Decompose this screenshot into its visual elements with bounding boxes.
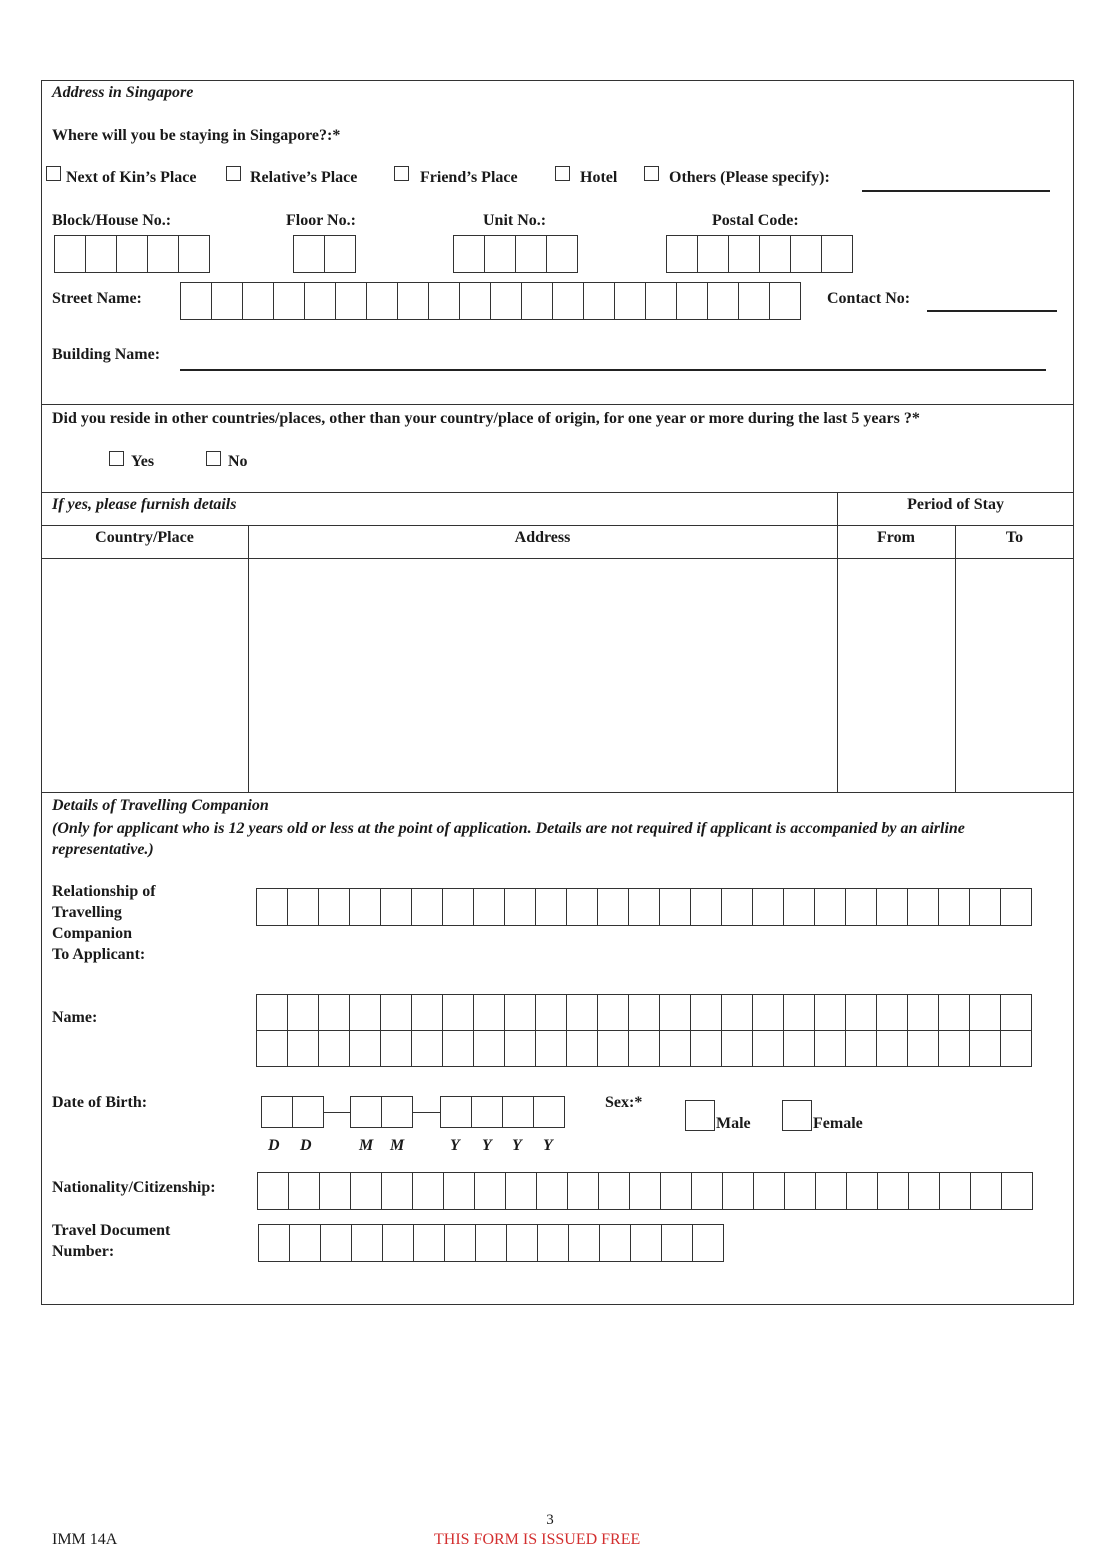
char-box[interactable] <box>256 1030 288 1067</box>
details-label: If yes, please furnish details <box>52 496 237 513</box>
char-box[interactable] <box>721 888 753 926</box>
char-box[interactable] <box>722 1172 754 1210</box>
char-box[interactable] <box>814 994 846 1031</box>
dob-hint: Y <box>543 1137 553 1154</box>
dob-hint: D <box>300 1137 312 1154</box>
char-box[interactable] <box>659 1030 691 1067</box>
relationship-label-line: Companion <box>52 925 133 942</box>
char-box[interactable] <box>821 235 853 273</box>
postal-input[interactable] <box>666 235 853 273</box>
option-label: Relative’s Place <box>250 169 358 186</box>
checkbox-female[interactable] <box>782 1100 812 1131</box>
char-box[interactable] <box>293 235 325 273</box>
char-box[interactable] <box>783 888 815 926</box>
char-box[interactable] <box>413 1224 445 1262</box>
col-country: Country/Place <box>95 529 194 546</box>
contact-label: Contact No: <box>827 290 911 307</box>
floor-label: Floor No.: <box>286 212 356 229</box>
char-box[interactable] <box>546 235 578 273</box>
char-box[interactable] <box>54 235 86 273</box>
name-label: Name: <box>52 1009 98 1026</box>
char-box[interactable] <box>380 888 412 926</box>
char-box[interactable] <box>506 1224 538 1262</box>
char-box[interactable] <box>1001 1172 1033 1210</box>
char-box[interactable] <box>287 888 319 926</box>
char-box[interactable] <box>876 994 908 1031</box>
char-box[interactable] <box>783 994 815 1031</box>
dob-hint: D <box>268 1137 280 1154</box>
nationality-label: Nationality/Citizenship: <box>52 1179 216 1196</box>
char-box[interactable] <box>411 1030 443 1067</box>
char-box[interactable] <box>629 1172 661 1210</box>
char-box[interactable] <box>256 888 288 926</box>
char-box[interactable] <box>335 282 367 320</box>
section-title-companion: Details of Travelling Companion <box>52 797 269 814</box>
char-box[interactable] <box>380 994 412 1031</box>
char-box[interactable] <box>970 1172 1002 1210</box>
dob-hint: Y <box>482 1137 492 1154</box>
street-input[interactable] <box>180 282 801 320</box>
char-box[interactable] <box>769 282 801 320</box>
residence-question: Did you reside in other countries/places, other than your country/place of origin, for one year or more during the last 5 years ?* <box>52 410 920 427</box>
char-box[interactable] <box>319 1172 351 1210</box>
building-line[interactable] <box>180 369 1046 371</box>
char-box[interactable] <box>938 888 970 926</box>
char-box[interactable] <box>381 1172 413 1210</box>
travel-doc-label-line: Number: <box>52 1243 115 1260</box>
char-box[interactable] <box>442 888 474 926</box>
char-box[interactable] <box>845 888 877 926</box>
char-box[interactable] <box>459 282 491 320</box>
dob-year-input[interactable] <box>440 1096 565 1128</box>
street-label: Street Name: <box>52 290 142 307</box>
char-box[interactable] <box>504 1030 536 1067</box>
dob-label: Date of Birth: <box>52 1094 148 1111</box>
travel-doc-input[interactable] <box>258 1224 724 1262</box>
char-box[interactable] <box>1000 1030 1032 1067</box>
char-box[interactable] <box>292 1096 324 1128</box>
char-box[interactable] <box>288 1172 320 1210</box>
char-box[interactable] <box>552 282 584 320</box>
table-cell-to[interactable] <box>956 559 1073 792</box>
char-box[interactable] <box>444 1224 476 1262</box>
char-box[interactable] <box>753 1172 785 1210</box>
char-box[interactable] <box>597 994 629 1031</box>
char-box[interactable] <box>474 1172 506 1210</box>
char-box[interactable] <box>790 235 822 273</box>
dob-separator <box>412 1112 440 1113</box>
char-box[interactable] <box>628 1030 660 1067</box>
char-box[interactable] <box>1000 994 1032 1031</box>
char-box[interactable] <box>116 235 148 273</box>
char-box[interactable] <box>969 888 1001 926</box>
char-box[interactable] <box>256 994 288 1031</box>
dob-day-input[interactable] <box>261 1096 324 1128</box>
dob-hint: Y <box>450 1137 460 1154</box>
char-box[interactable] <box>504 994 536 1031</box>
char-box[interactable] <box>535 994 567 1031</box>
char-box[interactable] <box>411 994 443 1031</box>
char-box[interactable] <box>324 235 356 273</box>
nationality-input[interactable] <box>257 1172 1033 1210</box>
table-cell-from[interactable] <box>838 559 955 792</box>
char-box[interactable] <box>484 235 516 273</box>
char-box[interactable] <box>690 888 722 926</box>
char-box[interactable] <box>442 1030 474 1067</box>
char-box[interactable] <box>567 1172 599 1210</box>
issued-free-notice: THIS FORM IS ISSUED FREE <box>434 1531 641 1548</box>
building-label: Building Name: <box>52 346 161 363</box>
char-box[interactable] <box>318 888 350 926</box>
char-box[interactable] <box>287 994 319 1031</box>
char-box[interactable] <box>443 1172 475 1210</box>
char-box[interactable] <box>752 888 784 926</box>
char-box[interactable] <box>318 1030 350 1067</box>
char-box[interactable] <box>1000 888 1032 926</box>
checkbox-others[interactable] <box>644 166 659 181</box>
others-specify-line[interactable] <box>862 190 1050 192</box>
char-box[interactable] <box>397 282 429 320</box>
section-divider <box>41 492 1074 493</box>
char-box[interactable] <box>784 1172 816 1210</box>
char-box[interactable] <box>258 1224 290 1262</box>
staying-question: Where will you be staying in Singapore?:* <box>52 127 341 144</box>
char-box[interactable] <box>630 1224 662 1262</box>
char-box[interactable] <box>568 1224 600 1262</box>
char-box[interactable] <box>411 888 443 926</box>
char-box[interactable] <box>738 282 770 320</box>
char-box[interactable] <box>659 888 691 926</box>
char-box[interactable] <box>178 235 210 273</box>
col-address: Address <box>514 529 571 546</box>
relationship-input[interactable] <box>256 888 1032 926</box>
char-box[interactable] <box>661 1224 693 1262</box>
char-box[interactable] <box>814 888 846 926</box>
char-box[interactable] <box>815 1172 847 1210</box>
block-label: Block/House No.: <box>52 212 172 229</box>
companion-note: (Only for applicant who is 12 years old or less at the point of application. Details are not required if applicant is accompanied by an airline representative.) <box>52 820 965 858</box>
yes-label: Yes <box>131 453 155 470</box>
char-box[interactable] <box>147 235 179 273</box>
char-box[interactable] <box>211 282 243 320</box>
char-box[interactable] <box>257 1172 289 1210</box>
relationship-label <box>52 881 156 965</box>
travel-doc-label-line: Travel Document <box>52 1222 171 1239</box>
char-box[interactable] <box>350 1096 382 1128</box>
char-box[interactable] <box>907 888 939 926</box>
char-box[interactable] <box>845 1030 877 1067</box>
dob-month-input[interactable] <box>350 1096 413 1128</box>
char-box[interactable] <box>85 235 117 273</box>
checkbox-hotel[interactable] <box>555 166 570 181</box>
checkbox-next-of-kin[interactable] <box>46 166 61 181</box>
char-box[interactable] <box>876 888 908 926</box>
char-box[interactable] <box>382 1224 414 1262</box>
char-box[interactable] <box>845 994 877 1031</box>
char-box[interactable] <box>533 1096 565 1128</box>
char-box[interactable] <box>692 1224 724 1262</box>
name-input-row-2[interactable] <box>256 1030 1032 1067</box>
char-box[interactable] <box>969 994 1001 1031</box>
char-box[interactable] <box>907 1030 939 1067</box>
char-box[interactable] <box>536 1172 568 1210</box>
checkbox-no[interactable] <box>206 451 221 466</box>
char-box[interactable] <box>412 1172 444 1210</box>
char-box[interactable] <box>453 235 485 273</box>
char-box[interactable] <box>783 1030 815 1067</box>
checkbox-relative[interactable] <box>226 166 241 181</box>
char-box[interactable] <box>645 282 677 320</box>
char-box[interactable] <box>535 1030 567 1067</box>
char-box[interactable] <box>969 1030 1001 1067</box>
char-box[interactable] <box>504 888 536 926</box>
char-box[interactable] <box>752 1030 784 1067</box>
no-label: No <box>228 453 248 470</box>
col-to: To <box>1005 529 1024 546</box>
char-box[interactable] <box>473 994 505 1031</box>
section-title-address: Address in Singapore <box>52 84 194 101</box>
postal-label: Postal Code: <box>712 212 799 229</box>
char-box[interactable] <box>938 1030 970 1067</box>
contact-line[interactable] <box>927 310 1057 312</box>
relationship-label-line: To Applicant: <box>52 946 146 963</box>
section-divider <box>41 404 1074 405</box>
char-box[interactable] <box>349 888 381 926</box>
char-box[interactable] <box>428 282 460 320</box>
char-box[interactable] <box>939 1172 971 1210</box>
char-box[interactable] <box>659 994 691 1031</box>
option-label: Hotel <box>580 169 618 186</box>
char-box[interactable] <box>289 1224 321 1262</box>
floor-input[interactable] <box>293 235 356 273</box>
char-box[interactable] <box>381 1096 413 1128</box>
table-divider <box>41 525 1074 526</box>
char-box[interactable] <box>320 1224 352 1262</box>
char-box[interactable] <box>707 282 739 320</box>
char-box[interactable] <box>304 282 336 320</box>
char-box[interactable] <box>628 994 660 1031</box>
char-box[interactable] <box>599 1224 631 1262</box>
char-box[interactable] <box>350 1172 382 1210</box>
char-box[interactable] <box>242 282 274 320</box>
char-box[interactable] <box>521 282 553 320</box>
char-box[interactable] <box>475 1224 507 1262</box>
unit-label: Unit No.: <box>483 212 547 229</box>
option-label: Friend’s Place <box>420 169 518 186</box>
char-box[interactable] <box>502 1096 534 1128</box>
char-box[interactable] <box>666 235 698 273</box>
dob-separator <box>323 1112 350 1113</box>
checkbox-friend[interactable] <box>394 166 409 181</box>
option-label: Next of Kin’s Place <box>66 169 197 186</box>
char-box[interactable] <box>614 282 646 320</box>
char-box[interactable] <box>490 282 522 320</box>
option-label: Others (Please specify): <box>669 169 830 186</box>
relationship-label-line: Relationship of <box>52 883 156 900</box>
table-cell-address[interactable] <box>249 559 837 792</box>
char-box[interactable] <box>660 1172 692 1210</box>
char-box[interactable] <box>318 994 350 1031</box>
char-box[interactable] <box>690 1030 722 1067</box>
char-box[interactable] <box>938 994 970 1031</box>
char-box[interactable] <box>598 1172 630 1210</box>
char-box[interactable] <box>349 994 381 1031</box>
char-box[interactable] <box>846 1172 878 1210</box>
char-box[interactable] <box>690 994 722 1031</box>
char-box[interactable] <box>566 994 598 1031</box>
char-box[interactable] <box>691 1172 723 1210</box>
table-cell-country[interactable] <box>41 559 248 792</box>
char-box[interactable] <box>180 282 212 320</box>
char-box[interactable] <box>759 235 791 273</box>
char-box[interactable] <box>814 1030 846 1067</box>
char-box[interactable] <box>876 1030 908 1067</box>
char-box[interactable] <box>566 888 598 926</box>
dob-hint: M <box>390 1137 405 1154</box>
char-box[interactable] <box>908 1172 940 1210</box>
char-box[interactable] <box>505 1172 537 1210</box>
char-box[interactable] <box>440 1096 472 1128</box>
char-box[interactable] <box>261 1096 293 1128</box>
char-box[interactable] <box>566 1030 598 1067</box>
char-box[interactable] <box>351 1224 383 1262</box>
female-label: Female <box>813 1115 863 1132</box>
char-box[interactable] <box>583 282 615 320</box>
form-code: IMM 14A <box>52 1531 118 1548</box>
male-label: Male <box>716 1115 751 1132</box>
dob-hint: Y <box>512 1137 522 1154</box>
char-box[interactable] <box>752 994 784 1031</box>
char-box[interactable] <box>877 1172 909 1210</box>
char-box[interactable] <box>380 1030 412 1067</box>
char-box[interactable] <box>728 235 760 273</box>
char-box[interactable] <box>535 888 567 926</box>
char-box[interactable] <box>721 1030 753 1067</box>
page-number: 3 <box>546 1512 554 1528</box>
char-box[interactable] <box>366 282 398 320</box>
char-box[interactable] <box>537 1224 569 1262</box>
char-box[interactable] <box>721 994 753 1031</box>
col-from: From <box>877 529 915 546</box>
char-box[interactable] <box>597 888 629 926</box>
checkbox-male[interactable] <box>685 1100 715 1131</box>
relationship-label-line: Travelling <box>52 904 122 921</box>
sex-label: Sex:* <box>605 1094 643 1111</box>
char-box[interactable] <box>473 888 505 926</box>
travel-doc-label <box>52 1220 170 1262</box>
char-box[interactable] <box>515 235 547 273</box>
char-box[interactable] <box>349 1030 381 1067</box>
char-box[interactable] <box>473 1030 505 1067</box>
char-box[interactable] <box>597 1030 629 1067</box>
char-box[interactable] <box>273 282 305 320</box>
checkbox-yes[interactable] <box>109 451 124 466</box>
char-box[interactable] <box>471 1096 503 1128</box>
unit-input[interactable] <box>453 235 578 273</box>
char-box[interactable] <box>628 888 660 926</box>
period-label: Period of Stay <box>907 496 1004 513</box>
block-input[interactable] <box>54 235 210 273</box>
name-input-row-1[interactable] <box>256 994 1032 1031</box>
char-box[interactable] <box>442 994 474 1031</box>
section-divider <box>41 792 1074 793</box>
dob-hint: M <box>359 1137 374 1154</box>
char-box[interactable] <box>287 1030 319 1067</box>
char-box[interactable] <box>676 282 708 320</box>
char-box[interactable] <box>697 235 729 273</box>
char-box[interactable] <box>907 994 939 1031</box>
